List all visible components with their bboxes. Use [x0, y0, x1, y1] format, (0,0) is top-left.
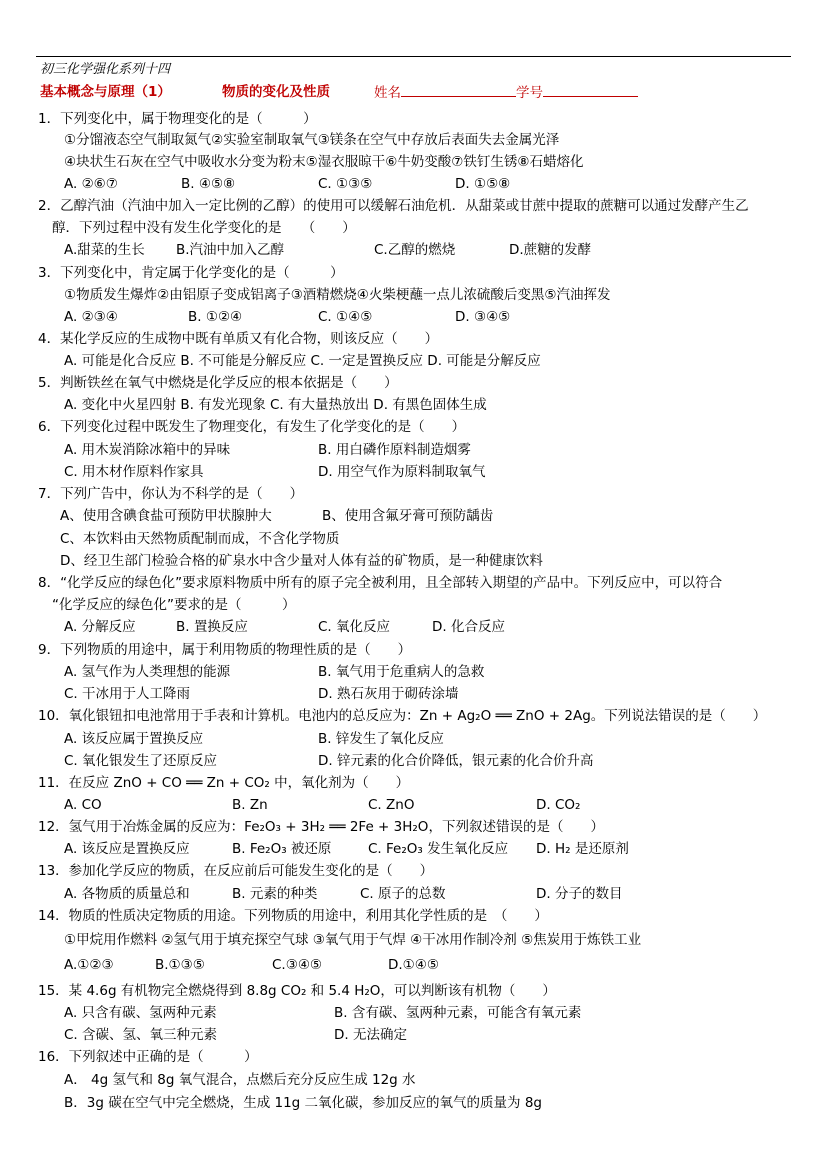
option-text: A. 只含有碳、氢两种元素: [64, 1005, 217, 1021]
question-line: [0, 440, 827, 462]
option-text: A. 各物质的质量总和: [64, 886, 190, 902]
question-line: [0, 981, 827, 1003]
question-line: [0, 351, 827, 373]
question-line: [0, 930, 827, 952]
option-text: A.①②③: [64, 957, 114, 973]
option-text: A. CO: [64, 797, 102, 813]
question-line: [0, 906, 827, 928]
question-stem: 13．参加化学反应的物质，在反应前后可能发生变化的是（ ）: [38, 863, 434, 879]
option-text: B. ④⑤⑧: [181, 176, 236, 192]
option-text: A. ②⑥⑦: [64, 176, 118, 192]
question-line: [0, 706, 827, 728]
series-title: 初三化学强化系列十四: [40, 62, 171, 77]
question-line: [0, 395, 827, 417]
question-line: [0, 884, 827, 906]
question-line: [0, 529, 827, 551]
question-line: [0, 130, 827, 152]
option-text: C. ①④⑤: [318, 309, 373, 325]
option-text: D. H₂ 是还原剂: [536, 841, 629, 857]
topic-title: 物质的变化及性质: [222, 84, 330, 100]
question-line: [0, 263, 827, 285]
question-line: [0, 462, 827, 484]
option-text: B．3g 碳在空气中完全燃烧，生成 11g 二氧化碳，参加反应的氧气的质量为 8g: [64, 1095, 542, 1111]
option-text: C. 氧化银发生了还原反应: [64, 753, 218, 769]
question-stem: 10．氧化银钮扣电池常用于手表和计算机。电池内的总反应为：Zn + Ag₂O ══ ZnO + 2Ag。下列说法错误的是（ ）: [38, 708, 767, 724]
question-line: [0, 955, 827, 977]
option-text: A. 变化中火星四射 B. 有发光现象 C. 有大量热放出 D. 有黑色固体生成: [64, 397, 487, 413]
question-line: [0, 1025, 827, 1047]
option-text: B. 锌发生了氧化反应: [318, 731, 444, 747]
question-line: [0, 285, 827, 307]
question-line: [0, 617, 827, 639]
option-text: D、经卫生部门检验合格的矿泉水中含少量对人体有益的矿物质，是一种健康饮料: [60, 553, 543, 569]
question-stem: 9．下列物质的用途中，属于利用物质的物理性质的是（ ）: [38, 642, 412, 658]
option-text: A. 氢气作为人类理想的能源: [64, 664, 231, 680]
question-stem: 4．某化学反应的生成物中既有单质又有化合物，则该反应（ ）: [38, 331, 439, 347]
question-stem: 12．氢气用于冶炼金属的反应为：Fe₂O₃ + 3H₂ ══ 2Fe + 3H₂O，下列叙述错误的是（ ）: [38, 819, 604, 835]
question-line: [0, 551, 827, 573]
option-text: B、使用含氟牙膏可预防龋齿: [322, 508, 494, 524]
option-text: B. 含有碳、氢两种元素，可能含有氧元素: [334, 1005, 582, 1021]
option-text: ①分馏液态空气制取氮气②实验室制取氧气③镁条在空气中存放后表面失去金属光泽: [64, 132, 560, 148]
option-text: D. 无法确定: [334, 1027, 407, 1043]
question-line: [0, 417, 827, 439]
question-stem: 5．判断铁丝在氧气中燃烧是化学反应的根本依据是（ ）: [38, 375, 398, 391]
option-text: C. Fe₂O₃ 发生氧化反应: [368, 841, 509, 857]
question-line: [0, 573, 827, 595]
question-line: [0, 817, 827, 839]
option-text: A. 分解反应: [64, 619, 136, 635]
option-text: D. 化合反应: [432, 619, 505, 635]
question-stem: 2．乙醇汽油（汽油中加入一定比例的乙醇）的使用可以缓解石油危机．从甜菜或甘蔗中提取的蔗糖可以通过发酵产生乙: [38, 198, 749, 214]
question-stem: 16．下列叙述中正确的是（ ）: [38, 1049, 258, 1065]
option-text: A、使用含碘食盐可预防甲状腺肿大: [60, 508, 272, 524]
question-stem: 7．下列广告中，你认为不科学的是（ ）: [38, 486, 304, 502]
question-stem: 3．下列变化中，肯定属于化学变化的是（ ）: [38, 265, 344, 281]
student-info: [374, 82, 638, 103]
option-text: A. 用木炭消除冰箱中的异味: [64, 442, 231, 458]
question-line: [0, 1070, 827, 1092]
question-line: [0, 1047, 827, 1069]
question-line: [0, 751, 827, 773]
question-line: [0, 839, 827, 861]
option-text: ①物质发生爆炸②由铝原子变成铝离子③酒精燃烧④火柴梗蘸一点儿浓硫酸后变黑⑤汽油挥发: [64, 287, 611, 303]
option-text: B. Fe₂O₃ 被还原: [232, 841, 332, 857]
option-text: 醇．下列过程中没有发生化学变化的是 （ ）: [52, 220, 356, 236]
option-text: “化学反应的绿色化”要求的是（ ）: [52, 597, 296, 613]
option-text: C.③④⑤: [272, 957, 323, 973]
option-text: C. ①③⑤: [318, 176, 373, 192]
option-text: C.乙醇的燃烧: [374, 242, 456, 258]
question-stem: 1．下列变化中，属于物理变化的是（ ）: [38, 111, 317, 127]
option-text: B. 置换反应: [176, 619, 248, 635]
option-text: B.汽油中加入乙醇: [176, 242, 285, 258]
option-text: B. 氧气用于危重病人的急救: [318, 664, 485, 680]
question-stem: 11．在反应 ZnO + CO ══ Zn + CO₂ 中，氧化剂为（ ）: [38, 775, 410, 791]
question-line: [0, 174, 827, 196]
question-line: [0, 861, 827, 883]
option-text: C. 原子的总数: [360, 886, 446, 902]
option-text: C. 干冰用于人工降雨: [64, 686, 191, 702]
option-text: B. 用白磷作原料制造烟雾: [318, 442, 471, 458]
option-text: A.甜菜的生长: [64, 242, 145, 258]
question-line: [0, 307, 827, 329]
option-text: ④块状生石灰在空气中吸收水分变为粉末⑤湿衣服晾干⑥牛奶变酸⑦铁钉生锈⑧石蜡熔化: [64, 154, 584, 170]
header-rule: [36, 56, 791, 57]
id-label: 学号: [516, 85, 543, 101]
option-text: A. 该反应是置换反应: [64, 841, 190, 857]
name-label: 姓名: [374, 85, 401, 101]
option-text: C. 氧化反应: [318, 619, 391, 635]
option-text: B. ①②④: [188, 309, 243, 325]
question-stem: 14．物质的性质决定物质的用途。下列物质的用途中，利用其化学性质的是 （ ）: [38, 908, 548, 924]
option-text: D. CO₂: [536, 797, 581, 813]
question-line: [0, 373, 827, 395]
option-text: D. 锌元素的化合价降低，银元素的化合价升高: [318, 753, 594, 769]
name-field[interactable]: [401, 82, 516, 97]
option-text: C. 含碳、氢、氧三种元素: [64, 1027, 218, 1043]
question-line: [0, 795, 827, 817]
question-line: [0, 662, 827, 684]
option-text: D. ①⑤⑧: [455, 176, 511, 192]
question-line: [0, 684, 827, 706]
option-text: D. ③④⑤: [455, 309, 511, 325]
option-text: D. 用空气作为原料制取氧气: [318, 464, 486, 480]
question-line: [0, 640, 827, 662]
question-line: [0, 729, 827, 751]
question-line: [0, 506, 827, 528]
question-line: [0, 595, 827, 617]
option-text: A. ②③④: [64, 309, 118, 325]
question-line: [0, 218, 827, 240]
option-text: B. Zn: [232, 797, 268, 813]
option-text: D.蔗糖的发酵: [509, 242, 592, 258]
question-line: [0, 240, 827, 262]
option-text: C. 用木材作原料作家具: [64, 464, 204, 480]
question-stem: 15．某 4.6g 有机物完全燃烧得到 8.8g CO₂ 和 5.4 H₂O，可以判断该有机物（ ）: [38, 983, 556, 999]
question-line: [0, 484, 827, 506]
option-text: ①甲烷用作燃料 ②氢气用于填充探空气球 ③氧气用于气焊 ④干冰用作制冷剂 ⑤焦炭用于炼铁工业: [64, 932, 642, 948]
option-text: D.①④⑤: [388, 957, 439, 973]
question-line: [0, 1003, 827, 1025]
id-field[interactable]: [543, 82, 638, 97]
question-line: [0, 773, 827, 795]
section-title: 基本概念与原理（1）: [40, 84, 171, 100]
question-stem: 6．下列变化过程中既发生了物理变化，有发生了化学变化的是（ ）: [38, 419, 466, 435]
question-stem: 8．“化学反应的绿色化”要求原料物质中所有的原子完全被利用，且全部转入期望的产品中。下列反应中，可以符合: [38, 575, 723, 591]
option-text: D. 熟石灰用于砌砖涂墙: [318, 686, 459, 702]
option-text: A. 该反应属于置换反应: [64, 731, 204, 747]
question-line: [0, 152, 827, 174]
question-line: [0, 1093, 827, 1115]
option-text: C、本饮料由天然物质配制而成，不含化学物质: [60, 531, 340, 547]
option-text: B.①③⑤: [155, 957, 205, 973]
option-text: A. 可能是化合反应 B. 不可能是分解反应 C. 一定是置换反应 D. 可能是分解反应: [64, 353, 541, 369]
option-text: D. 分子的数目: [536, 886, 623, 902]
question-line: [0, 109, 827, 131]
option-text: B. 元素的种类: [232, 886, 318, 902]
option-text: A． 4g 氢气和 8g 氧气混合，点燃后充分反应生成 12g 水: [64, 1072, 416, 1088]
question-line: [0, 196, 827, 218]
question-line: [0, 329, 827, 351]
option-text: C. ZnO: [368, 797, 415, 813]
